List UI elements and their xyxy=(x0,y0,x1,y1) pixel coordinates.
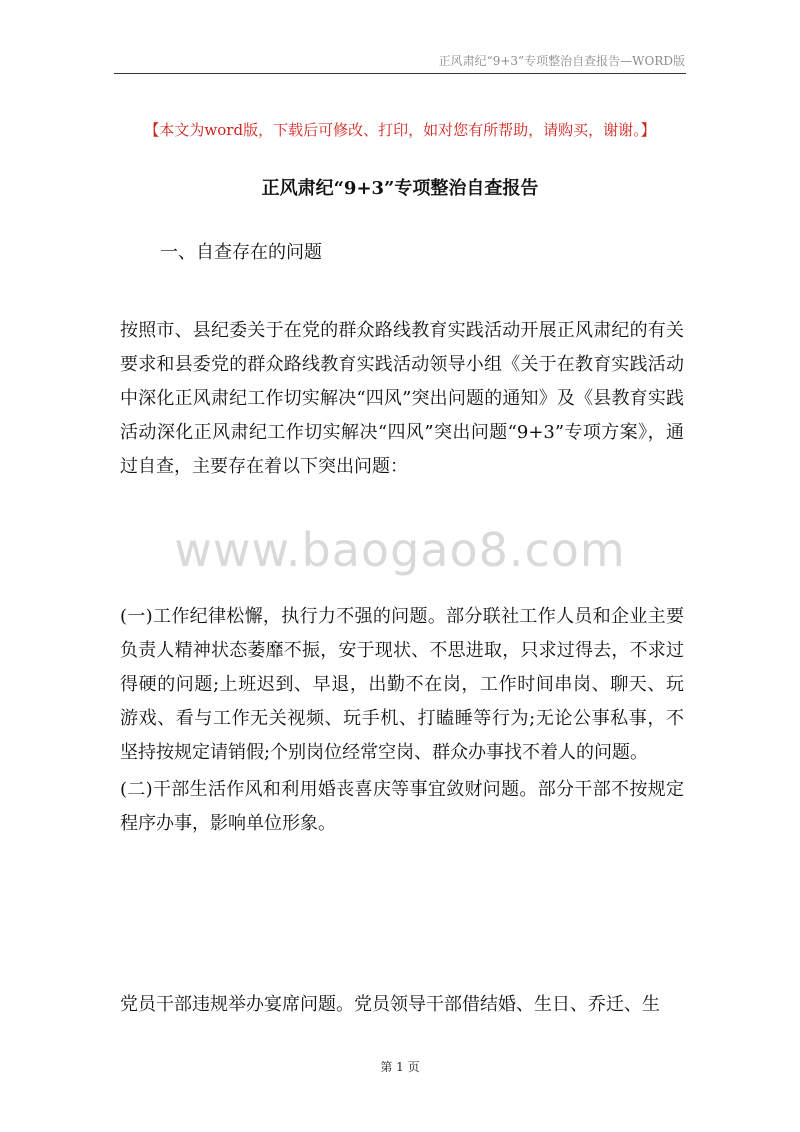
paragraph-issue-2: (二)干部生活作风和利用婚丧喜庆等事宜敛财问题。部分干部不按规定程序办事，影响单位形象。 xyxy=(120,779,684,834)
running-header: 正风肃纪“9+3”专项整治自查报告—WORD版 xyxy=(438,54,685,68)
watermark: www.baogao8.com xyxy=(174,523,626,577)
paragraph-issue-2-detail: 党员干部违规举办宴席问题。党员领导干部借结婚、生日、乔迁、生 xyxy=(120,994,660,1015)
purchase-notice: 【本文为word版，下载后可修改、打印，如对您有所帮助，请购买，谢谢。】 xyxy=(144,121,656,139)
page-number: 第 1 页 xyxy=(380,1060,420,1074)
document-title: 正风肃纪“9+3”专项整治自查报告 xyxy=(261,178,539,199)
paragraph-issue-1: (一)工作纪律松懈，执行力不强的问题。部分联社工作人员和企业主要负责人精神状态萎靡不振，安于现状、不思进取，只求过得去，不求过得硬的问题;上班迟到、早退，出勤不在岗，工作时间串岗、聊天、玩游戏、看与工作无关视频、玩手机、打瞌睡等行为;无论公事私事，不坚持按规定请销假;个别岗位经常空岗、群众办事找不着人的问题。 xyxy=(120,606,684,763)
header-divider xyxy=(114,73,686,74)
paragraph-intro: 按照市、县纪委关于在党的群众路线教育实践活动开展正风肃纪的有关要求和县委党的群众路线教育实践活动领导小组《关于在教育实践活动中深化正风肃纪工作切实解决“四风”突出问题的通知》及《县教育实践活动深化正风肃纪工作切实解决“四风”突出问题“9+3”专项方案》，通过自查，主要存在着以下突出问题： xyxy=(120,320,684,477)
section-heading: 一、自查存在的问题 xyxy=(160,242,322,263)
